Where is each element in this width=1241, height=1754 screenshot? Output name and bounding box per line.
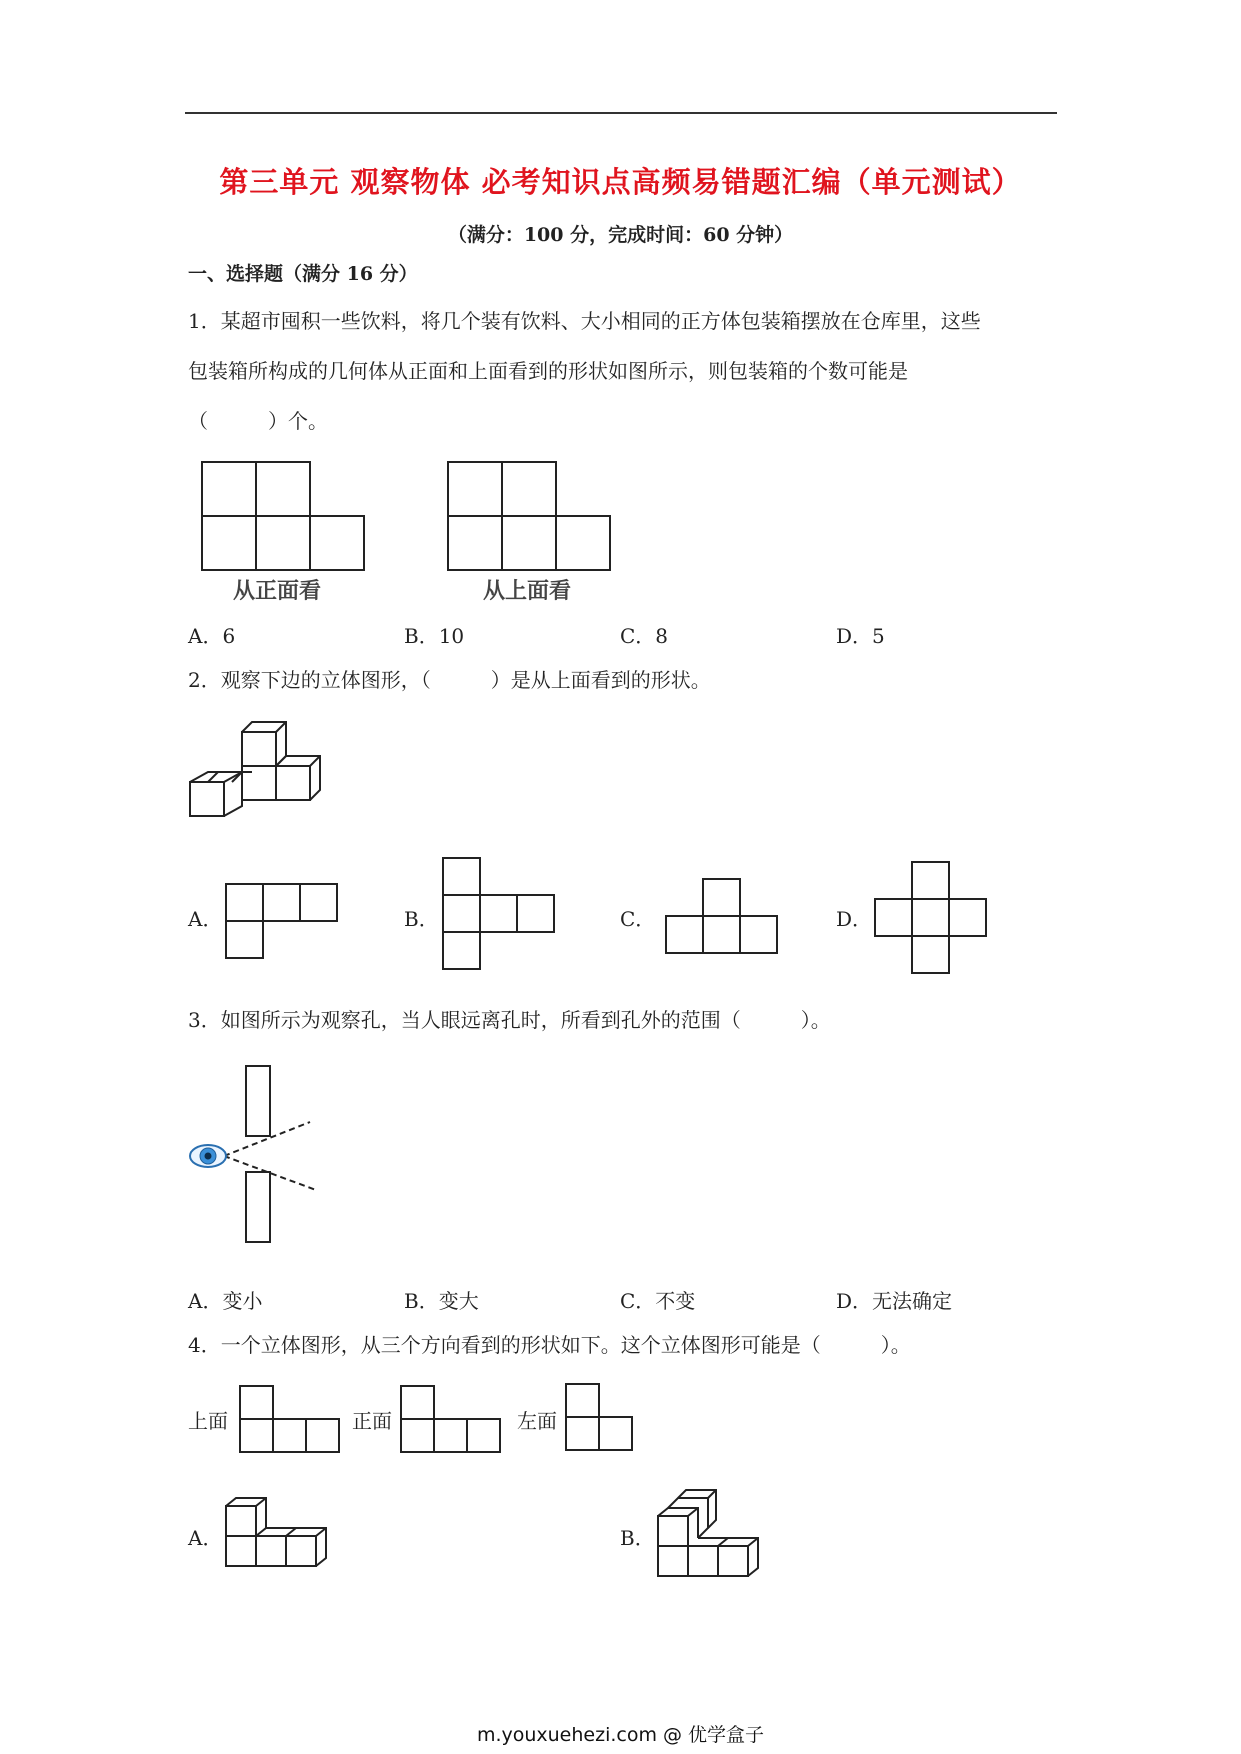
q1-option-b[interactable]: B．10 <box>404 624 465 648</box>
q4-option-a[interactable]: A． <box>188 1526 223 1550</box>
q4-option-b-figure <box>656 1486 768 1578</box>
header-rule <box>185 112 1057 114</box>
q2-option-d-figure <box>873 860 988 975</box>
q1-line1: 1．某超市囤积一些饮料，将几个装有饮料、大小相同的正方体包装箱摆放在仓库里，这些 <box>188 309 981 333</box>
q2-option-b-figure <box>441 856 556 971</box>
q4-text: 4．一个立体图形，从三个方向看到的形状如下。这个立体图形可能是（ ）。 <box>188 1333 911 1357</box>
q3-option-d[interactable]: D．无法确定 <box>836 1289 953 1313</box>
q4-left-view-label: 左面 <box>517 1409 557 1433</box>
q4-top-view-figure <box>238 1384 340 1454</box>
q2-option-c-figure <box>664 877 779 955</box>
q1-front-caption: 从正面看 <box>233 578 322 604</box>
q1-line3: （ ）个。 <box>188 409 328 433</box>
footer-text[interactable]: m.youxuehezi.com @ 优学盒子 <box>476 1724 765 1746</box>
section-title: 一、选择题（满分 16 分） <box>188 263 418 285</box>
q3-option-b[interactable]: B．变大 <box>404 1289 479 1313</box>
q2-solid-figure <box>188 712 323 817</box>
q4-top-view-label: 上面 <box>188 1409 228 1433</box>
page-title: 第三单元 观察物体 必考知识点高频易错题汇编（单元测试） <box>219 165 1022 199</box>
q3-option-a[interactable]: A．变小 <box>188 1289 263 1313</box>
q1-option-a[interactable]: A．6 <box>188 624 236 648</box>
page-subtitle: （满分：100 分，完成时间：60 分钟） <box>447 224 794 246</box>
q3-peephole-figure <box>188 1062 318 1247</box>
q2-text: 2．观察下边的立体图形，（ ）是从上面看到的形状。 <box>188 668 711 692</box>
q4-option-a-figure <box>224 1496 336 1568</box>
q2-option-d[interactable]: D． <box>836 907 873 931</box>
q2-option-b[interactable]: B． <box>404 907 439 931</box>
q1-line2: 包装箱所构成的几何体从正面和上面看到的形状如图所示，则包装箱的个数可能是 <box>188 359 908 383</box>
q3-text: 3．如图所示为观察孔，当人眼远离孔时，所看到孔外的范围（ ）。 <box>188 1008 831 1032</box>
q4-front-view-figure <box>399 1384 501 1454</box>
q4-left-view-figure <box>564 1382 634 1452</box>
q2-option-a[interactable]: A． <box>188 907 223 931</box>
q2-option-c[interactable]: C． <box>620 907 656 931</box>
q1-top-caption: 从上面看 <box>483 578 572 604</box>
q2-option-a-figure <box>224 882 339 960</box>
q3-option-c[interactable]: C．不变 <box>620 1289 696 1313</box>
q4-front-view-label: 正面 <box>352 1409 392 1433</box>
q1-option-c[interactable]: C．8 <box>620 624 669 648</box>
q4-option-b[interactable]: B． <box>620 1526 655 1550</box>
q1-front-view-figure <box>200 460 370 570</box>
q1-option-d[interactable]: D．5 <box>836 624 885 648</box>
q1-top-view-figure <box>446 460 616 570</box>
